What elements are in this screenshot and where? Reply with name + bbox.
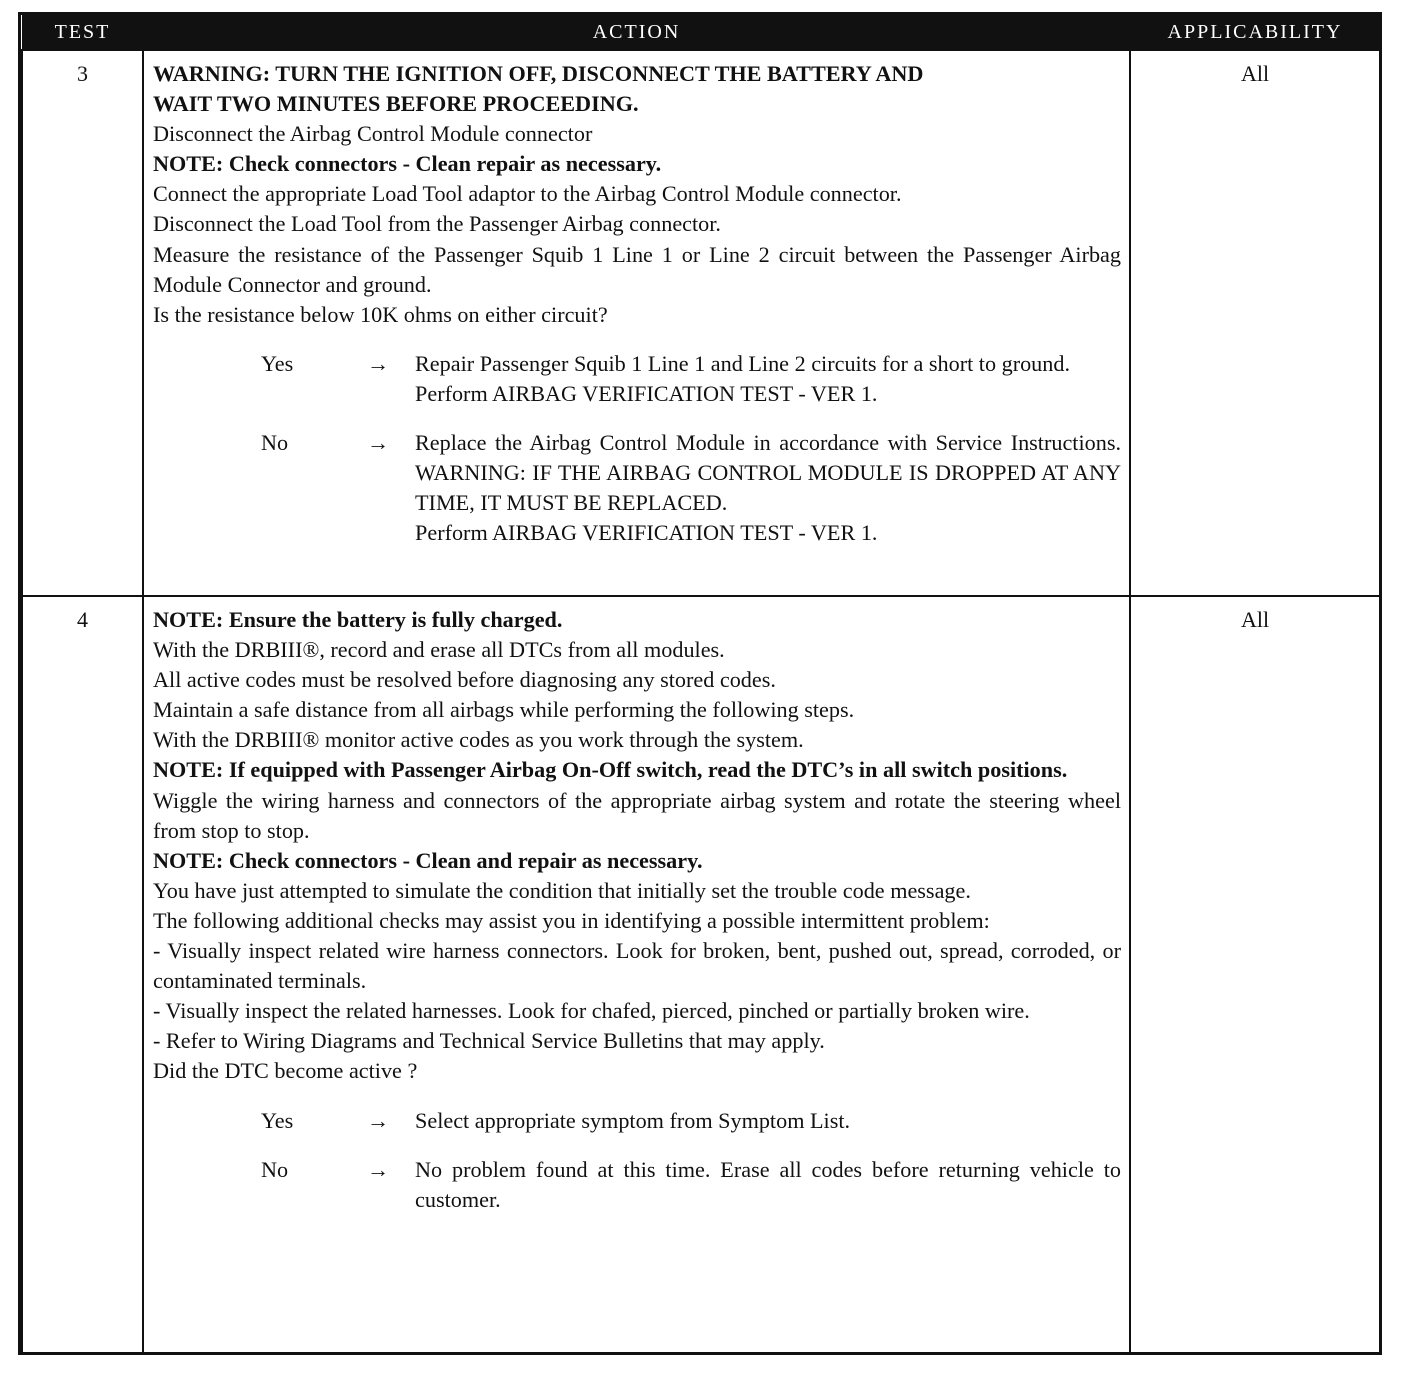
yes-label: Yes xyxy=(261,1107,294,1133)
action-line: - Visually inspect related wire harness connectors. Look for broken, bent, pushed out, spread, corroded, or contaminated terminals. xyxy=(153,938,1121,994)
action-line: With the DRBIII® monitor active codes as you work through the system. xyxy=(153,727,804,753)
yes-answer xyxy=(153,1106,1121,1136)
no-answer xyxy=(153,1155,1121,1215)
arrow-right-icon: → xyxy=(367,1156,390,1182)
arrow-right-icon: → xyxy=(367,1107,390,1133)
no-text-main: Replace the Airbag Control Module in accordance with Service Instructions. WARNING: IF THE AIRBAG CONTROL MODULE IS DROPPED AT ANY TIME, IT MUST BE REPLACED. xyxy=(415,430,1121,516)
no-text-main: No problem found at this time. Erase all codes before returning vehicle to customer. xyxy=(415,1156,1121,1212)
note-line: NOTE: Ensure the battery is fully charged. xyxy=(153,607,563,632)
header-row xyxy=(22,15,1380,50)
yes-label: Yes xyxy=(261,350,294,376)
test-table xyxy=(21,15,1381,1355)
action-line: - Refer to Wiring Diagrams and Technical Service Bulletins that may apply. xyxy=(153,1028,825,1054)
arrow-right-icon: → xyxy=(367,350,390,376)
no-label: No xyxy=(261,1156,289,1182)
action-line: With the DRBIII®, record and erase all DTCs from all modules. xyxy=(153,637,725,663)
no-text xyxy=(415,1155,1121,1215)
applicability-value: All xyxy=(1130,50,1380,596)
yes-text-main: Repair Passenger Squib 1 Line 1 and Line 2 circuits for a short to ground. xyxy=(415,350,1071,376)
no-text-perform: Perform AIRBAG VERIFICATION TEST - VER 1. xyxy=(415,520,878,546)
diagnostic-table xyxy=(18,12,1382,1355)
yes-text-main: Select appropriate symptom from Symptom List. xyxy=(415,1107,851,1133)
action-line: Measure the resistance of the Passenger Squib 1 Line 1 or Line 2 circuit between the Passenger Airbag Module Connector and ground. xyxy=(153,241,1121,297)
action-line: Connect the appropriate Load Tool adaptor to the Airbag Control Module connector. xyxy=(153,181,902,207)
yes-text-perform: Perform AIRBAG VERIFICATION TEST - VER 1. xyxy=(415,380,878,406)
action-line: Disconnect the Airbag Control Module connector xyxy=(153,121,593,147)
test-number: 4 xyxy=(22,596,143,1354)
table-row-test-3 xyxy=(22,50,1380,596)
action-line: All active codes must be resolved before diagnosing any stored codes. xyxy=(153,667,776,693)
question-line: Did the DTC become active ? xyxy=(153,1058,418,1084)
question-line: Is the resistance below 10K ohms on either circuit? xyxy=(153,301,608,327)
no-answer xyxy=(153,428,1121,548)
warning-line: WARNING: TURN THE IGNITION OFF, DISCONNECT THE BATTERY AND xyxy=(153,61,924,86)
no-label: No xyxy=(261,430,289,456)
action-line: Disconnect the Load Tool from the Passenger Airbag connector. xyxy=(153,211,721,237)
warning-line: WAIT TWO MINUTES BEFORE PROCEEDING. xyxy=(153,91,639,117)
action-cell xyxy=(143,50,1130,596)
test-number: 3 xyxy=(22,50,143,596)
yes-text xyxy=(415,349,1121,409)
action-line: Maintain a safe distance from all airbags while performing the following steps. xyxy=(153,697,855,723)
note-line: NOTE: If equipped with Passenger Airbag On-Off switch, read the DTC’s in all switch positions. xyxy=(153,757,1068,783)
action-line: The following additional checks may assist you in identifying a possible intermittent problem: xyxy=(153,907,990,933)
yes-answer xyxy=(153,349,1121,409)
action-line: - Visually inspect the related harnesses. Look for chafed, pierced, pinched or partially broken wire. xyxy=(153,998,1030,1024)
header-action: ACTION xyxy=(143,15,1130,50)
arrow-right-icon: → xyxy=(367,430,390,456)
header-test: TEST xyxy=(22,15,143,50)
note-line: NOTE: Check connectors - Clean repair as necessary. xyxy=(153,151,662,177)
table-row-test-4 xyxy=(22,596,1380,1354)
header-applicability: APPLICABILITY xyxy=(1130,15,1380,50)
action-line: Wiggle the wiring harness and connectors of the appropriate airbag system and rotate the steering wheel from stop to stop. xyxy=(153,787,1121,843)
note-line: NOTE: Check connectors - Clean and repair as necessary. xyxy=(153,847,703,873)
yes-text xyxy=(415,1106,1121,1136)
action-line: You have just attempted to simulate the condition that initially set the trouble code message. xyxy=(153,877,971,903)
no-text xyxy=(415,428,1121,548)
action-cell xyxy=(143,596,1130,1354)
applicability-value: All xyxy=(1130,596,1380,1354)
